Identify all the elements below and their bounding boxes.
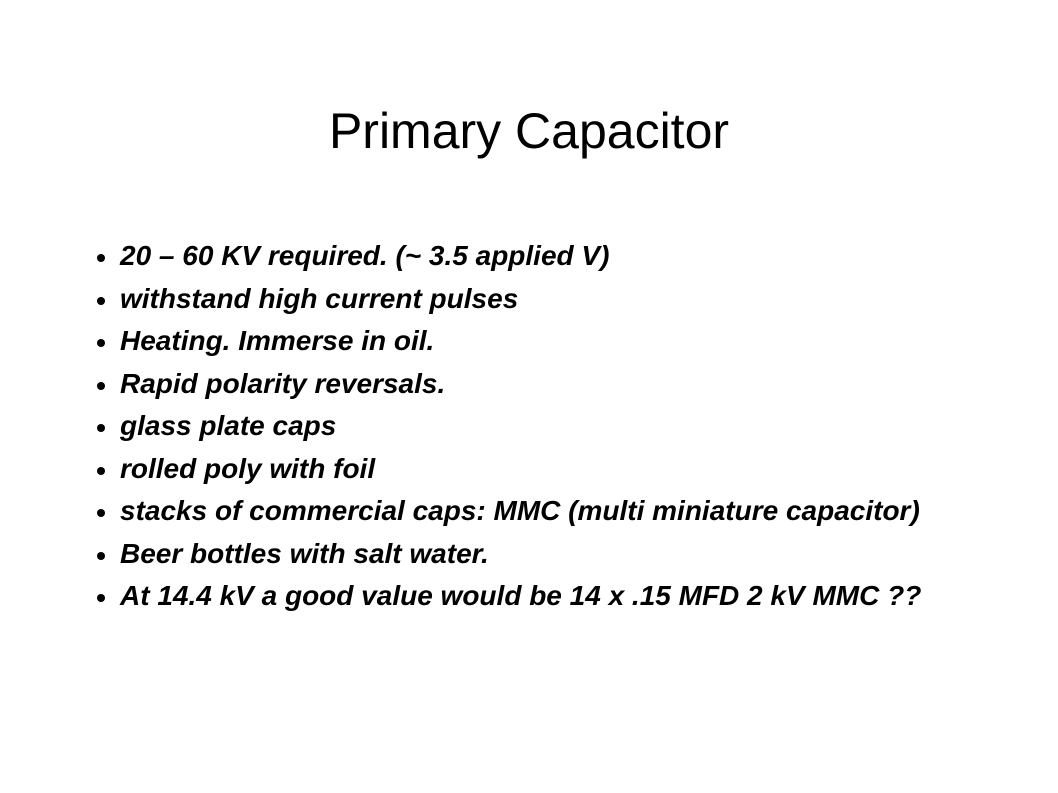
list-item (97, 235, 997, 278)
list-item (97, 363, 997, 406)
bullet-dot-icon (97, 509, 105, 517)
list-item (97, 533, 997, 576)
list-item (97, 490, 997, 533)
bullet-text: stacks of commercial caps: MMC (multi miniature capacitor) (120, 495, 920, 526)
bullet-dot-icon (97, 467, 105, 475)
bullet-dot-icon (97, 254, 105, 262)
bullet-text: 20 – 60 KV required. (~ 3.5 applied V) (120, 240, 610, 271)
bullet-text: At 14.4 kV a good value would be 14 x .15 MFD 2 kV MMC ?? (120, 580, 922, 611)
bullet-dot-icon (97, 424, 105, 432)
list-item (97, 278, 997, 321)
list-item (97, 448, 997, 491)
bullet-list (97, 235, 997, 618)
bullet-dot-icon (97, 552, 105, 560)
list-item (97, 575, 997, 618)
bullet-text: Beer bottles with salt water. (120, 537, 489, 569)
bullet-dot-icon (97, 382, 105, 390)
list-item (97, 405, 997, 448)
bullet-text: glass plate caps (120, 410, 337, 441)
bullet-text: Rapid polarity reversals. (120, 367, 446, 399)
bullet-text: Heating. Immerse in oil. (120, 325, 435, 356)
bullet-text: withstand high current pulses (120, 282, 519, 314)
bullet-dot-icon (97, 339, 105, 347)
bullet-dot-icon (97, 297, 105, 305)
slide-title: Primary Capacitor (328, 103, 730, 159)
list-item (97, 320, 997, 363)
bullet-dot-icon (97, 594, 105, 602)
bullet-text: rolled poly with foil (120, 452, 376, 484)
